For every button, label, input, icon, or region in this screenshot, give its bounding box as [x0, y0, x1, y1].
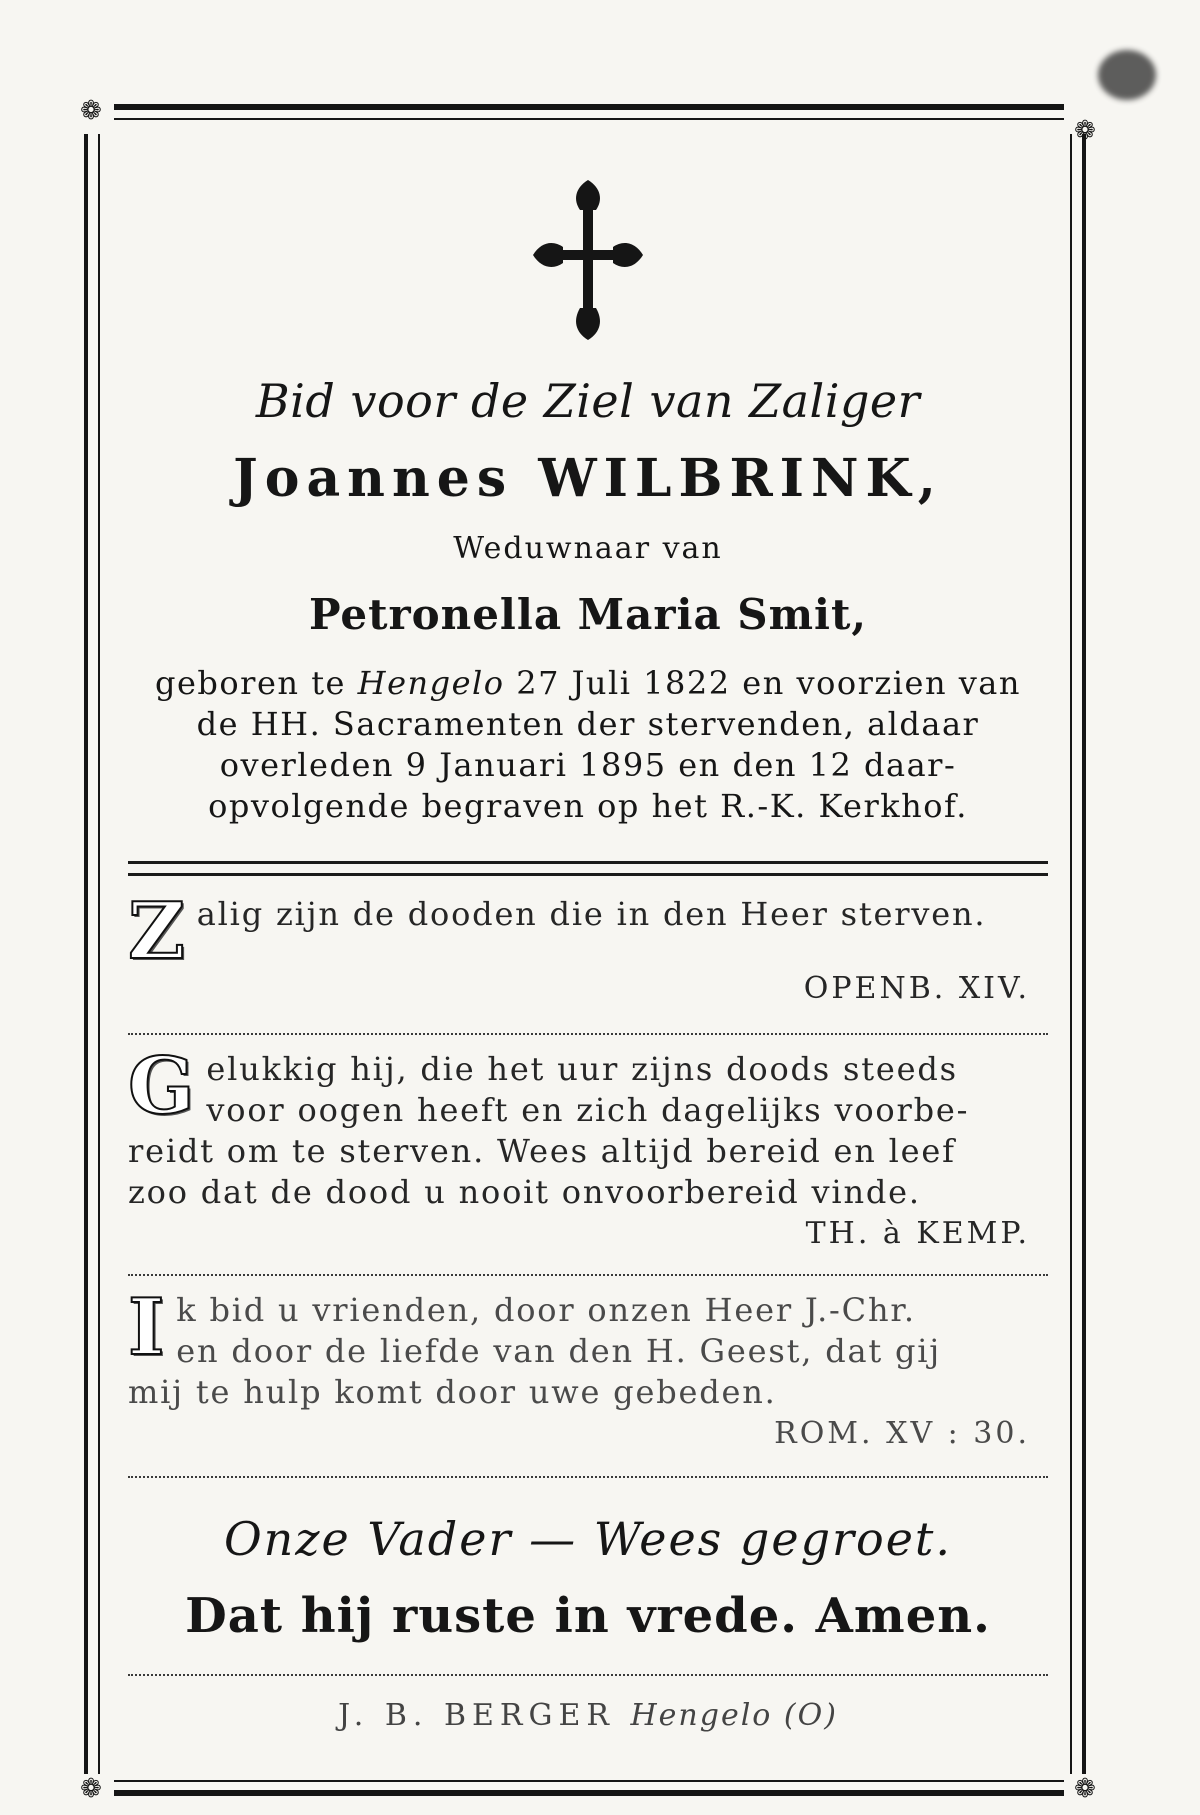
quote-reference: TH. à KEMP. [805, 1216, 1030, 1251]
right-border [1082, 134, 1086, 1774]
relation-label: Weduwnaar van [453, 531, 723, 566]
bio-text: overleden 9 Januari 1895 en den 12 daar- [219, 746, 957, 784]
printer-imprint [128, 1698, 1048, 1733]
quote-line: reidt om te sterven. Wees altijd bereid en leef [128, 1132, 956, 1170]
quote-line: k bid u vrienden, door onzen Heer J.-Chr. [176, 1291, 916, 1329]
bottom-border [114, 1790, 1064, 1796]
bottom-border-thin [114, 1780, 1064, 1782]
closing-prayer: Onze Vader — Wees gegroet. [223, 1512, 953, 1566]
quote-line: alig zijn de dooden die in den Heer sterven. [196, 895, 987, 933]
printer-place: Hengelo (O) [630, 1698, 838, 1733]
left-border [84, 134, 88, 1774]
dotted-divider [128, 1274, 1048, 1276]
quote-block [128, 1282, 1048, 1454]
ornament-icon: ❁ [80, 96, 102, 126]
drop-cap: I [128, 1282, 167, 1373]
birth-place: Hengelo [357, 664, 505, 702]
quote-line: mij te hulp komt door uwe gebeden. [128, 1373, 777, 1411]
heading: Bid voor de Ziel van Zaliger [255, 374, 921, 428]
top-border-thin [114, 118, 1064, 120]
printer-name: J. B. BERGER [338, 1698, 631, 1733]
quote-block [128, 1041, 1048, 1254]
quote-line: elukkig hij, die het uur zijns doods steeds [206, 1050, 958, 1088]
cross-icon [533, 180, 643, 340]
dotted-divider [128, 1033, 1048, 1035]
left-border-thin [98, 134, 100, 1774]
spouse-name: Petronella Maria Smit, [308, 590, 868, 639]
quote-line: en door de liefde van den H. Geest, dat gij [176, 1332, 942, 1370]
ornament-icon: ❁ [1074, 1774, 1096, 1804]
ornament-icon: ❁ [1074, 116, 1096, 146]
bio-text: geboren te [155, 664, 358, 702]
quote-reference: ROM. XV : 30. [774, 1416, 1030, 1451]
section-divider [128, 861, 1048, 876]
quote-line: voor oogen heeft en zich dagelijks voorbe- [206, 1091, 970, 1129]
quote-line: zoo dat de dood u nooit onvoorbereid vinde. [128, 1173, 921, 1211]
quote-block [128, 886, 1048, 1009]
drop-cap: Z [128, 886, 187, 977]
bio-text: 27 Juli 1822 en voorzien van [504, 664, 1021, 702]
bio-text: de HH. Sacramenten der stervenden, aldaar [196, 705, 980, 743]
ink-stain [1098, 50, 1156, 100]
ornament-icon: ❁ [80, 1774, 102, 1804]
memorial-card [80, 96, 1096, 1804]
right-border-thin [1070, 134, 1072, 1774]
closing-amen: Dat hij ruste in vrede. Amen. [185, 1588, 991, 1644]
drop-cap: G [128, 1041, 197, 1132]
deceased-name: Joannes WILBRINK, [233, 448, 943, 509]
dotted-divider [128, 1476, 1048, 1478]
top-border [114, 104, 1064, 110]
dotted-divider [128, 1674, 1048, 1676]
bio-text: opvolgende begraven op het R.-K. Kerkhof. [208, 787, 968, 825]
card-content [128, 144, 1048, 1733]
quote-reference: OPENB. XIV. [803, 971, 1030, 1006]
biography [128, 663, 1048, 827]
